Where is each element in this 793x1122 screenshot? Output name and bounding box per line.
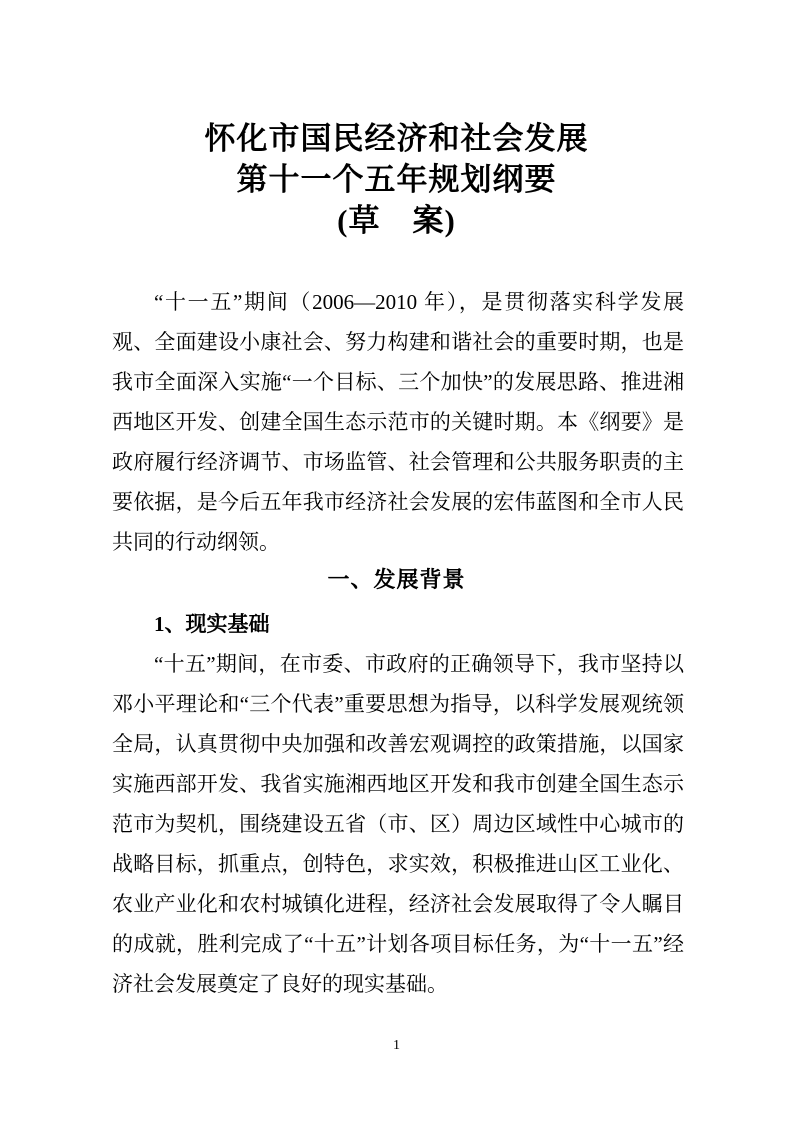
title-line-1: 怀化市国民经济和社会发展 — [204, 121, 589, 156]
subsection-paragraph: “十五”期间，在市委、市政府的正确领导下，我市坚持以邓小平理论和“三个代表”重要思想为指导，以科学发展观统领全局，认真贯彻中央加强和改善宏观调控的政策措施，以国家实施西部开发、我省实施湘西地区开发和我市创建全国生态示范市为契机，围绕建设五省（市、区）周边区域性中心城市的战略目标，抓重点，创特色，求实效，积极推进山区工业化、农业产业化和农村城镇化进程，经济社会发展取得了令人瞩目的成就，胜利完成了“十五”计划各项目标任务，为“十一五”经济社会发展奠定了良好的现实基础。 — [112, 652, 684, 996]
title-line-2: 第十一个五年规划纲要 — [236, 162, 557, 197]
title-line-3: (草 案) — [337, 203, 456, 238]
subsection-heading-reality-basis: 1、现实基础 — [154, 612, 270, 636]
page-number: 1 — [393, 1038, 400, 1053]
section-heading-development-background: 一、发展背景 — [327, 567, 466, 592]
document-title — [0, 118, 793, 241]
intro-paragraph: “十一五”期间（2006—2010 年），是贯彻落实科学发展观、全面建设小康社会、努力构建和谐社会的重要时期，也是我市全面深入实施“一个目标、三个加快”的发展思路、推进湘西地区开发、创建全国生态示范市的关键时期。本《纲要》是政府履行经济调节、市场监管、社会管理和公共服务职责的主要依据，是今后五年我市经济社会发展的宏伟蓝图和全市人民共同的行动纲领。 — [112, 290, 684, 554]
